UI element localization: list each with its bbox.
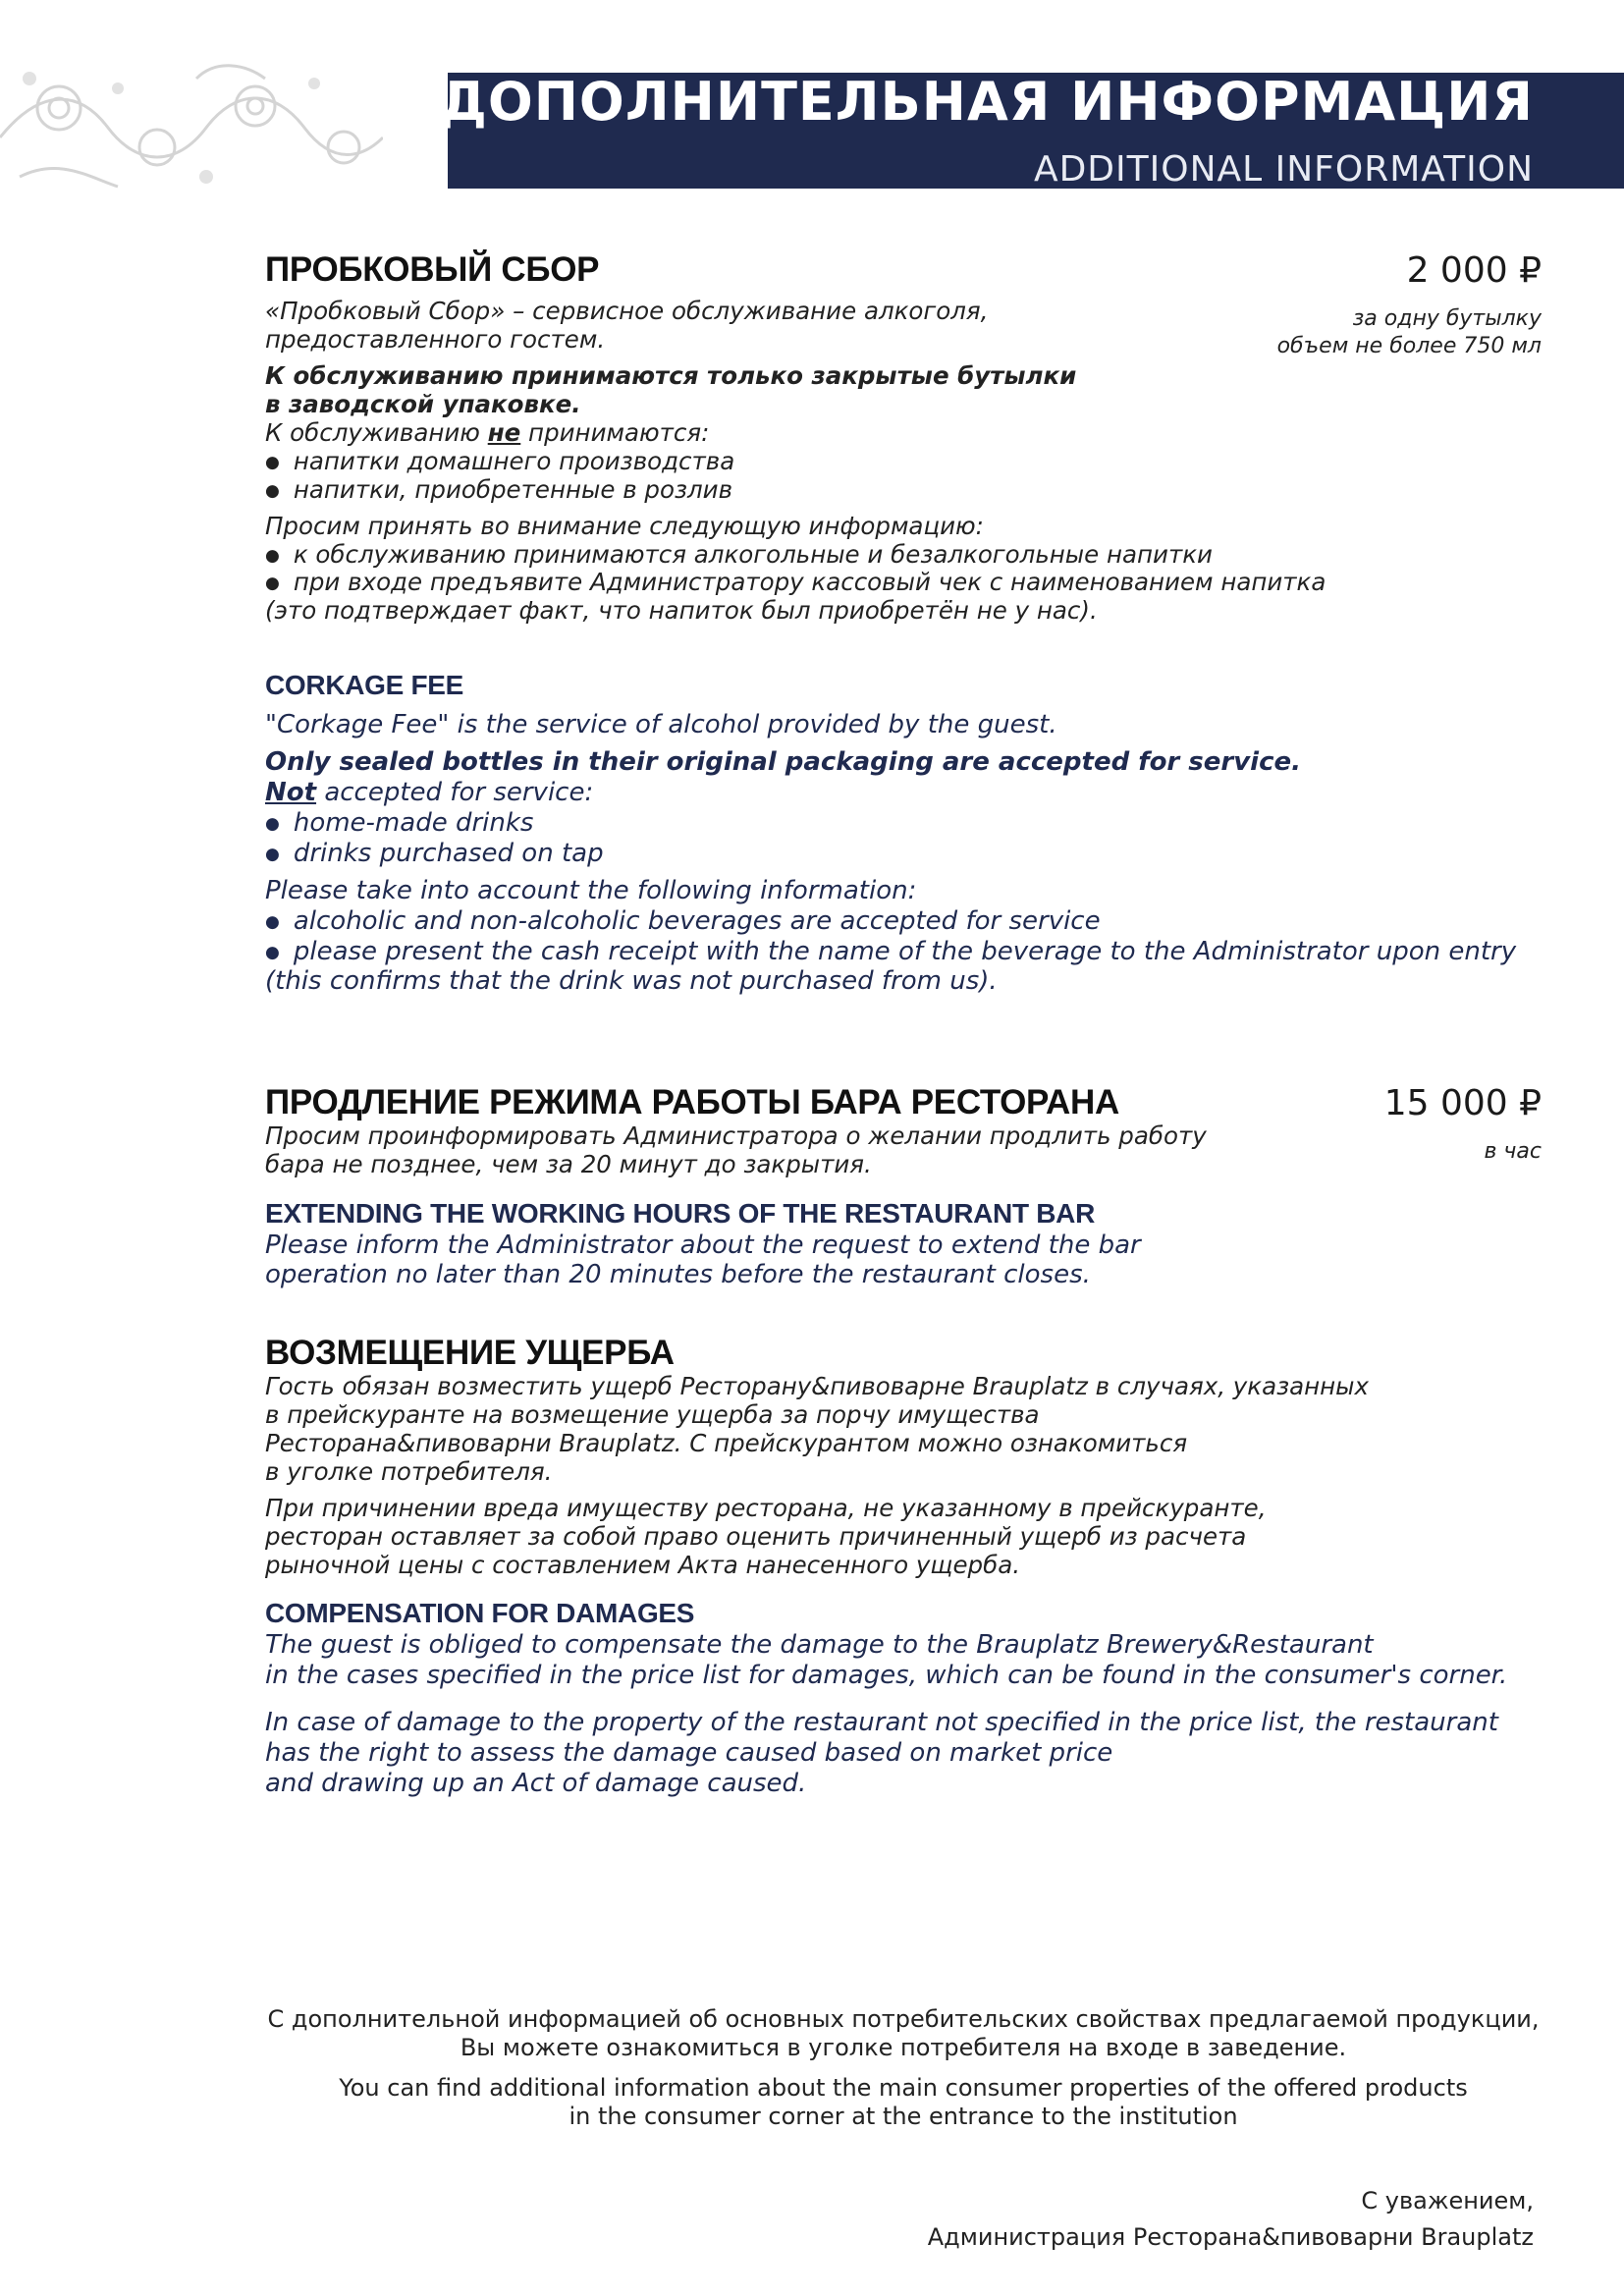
damage-en-p2-1: In case of damage to the property of the restaurant not specified in the price list, the restaurant [265,1708,1498,1738]
damage-ru-p1-4: в уголке потребителя. [265,1456,553,1486]
footer-en-line-1: You can find additional information about the main consumer properties of the offered products [339,2074,1468,2102]
bar-en-title: EXTENDING THE WORKING HOURS OF THE RESTAURANT BAR [265,1197,1096,1229]
bar-en-text-2: operation no later than 20 minutes before the restaurant closes. [265,1260,1091,1290]
corkage-en-section [265,669,1542,997]
bar-en-text-1: Please inform the Administrator about the request to extend the bar [265,1230,1141,1260]
corkage-en-info-list [265,906,1542,966]
list-item: ● напитки домашнего производства [265,448,1542,476]
corkage-ru-section [265,250,1542,626]
footer-en [265,2074,1542,2131]
damage-ru-section [265,1334,1542,1580]
list-item: ● к обслуживанию принимаются алкогольные и безалкогольные напитки [265,541,1542,570]
corkage-ru-info-note: (это подтверждает факт, что напиток был приобретён не у нас). [265,596,1098,626]
footer-ru-line-2: Вы можете ознакомиться в уголке потребителя на входе в заведение. [460,2033,1347,2061]
damage-en-section [265,1597,1542,1798]
list-item: ● напитки, приобретенные в розлив [265,476,1542,505]
corkage-ru-sealed-1: К обслуживанию принимаются только закрытые бутылки [265,361,1077,391]
bar-en-section [265,1197,1542,1290]
header-banner [439,71,1624,190]
damage-en-p2-2: has the right to assess the damage caused based on market price [265,1738,1113,1769]
header-title-ru: ДОПОЛНИТЕЛЬНАЯ ИНФОРМАЦИЯ [439,71,1534,133]
corkage-ru-title: ПРОБКОВЫЙ СБОР [265,250,600,289]
corkage-en-sealed: Only sealed bottles in their original packaging are accepted for service. [265,747,1302,778]
corkage-en-info-intro: Please take into account the following information: [265,876,917,906]
damage-en-p2-3: and drawing up an Act of damage caused. [265,1768,807,1798]
corkage-price: 2 000 ₽ [1406,250,1542,291]
corkage-ru-intro-2: предоставленного гостем. [265,325,606,355]
corkage-price-note-2: объем не более 750 мл [1276,333,1542,358]
footer-ru [265,2005,1542,2062]
corkage-price-note [1277,305,1542,359]
damage-ru-p1-1: Гость обязан возместить ущерб Ресторану&пивоварне Brauplatz в случаях, указанных [265,1372,1370,1401]
corkage-ru-info-intro: Просим принять во внимание следующую информацию: [265,511,984,540]
bar-ru-text-2: бара не позднее, чем за 20 минут до закрытия. [265,1150,872,1179]
signature-line-1: С уважением, [1361,2187,1534,2214]
bar-ru-title: ПРОДЛЕНИЕ РЕЖИМА РАБОТЫ БАРА РЕСТОРАНА [265,1082,1119,1121]
corkage-en-intro: "Corkage Fee" is the service of alcohol provided by the guest. [265,709,1057,739]
corkage-en-info-note: (this confirms that the drink was not purchased from us). [265,966,998,997]
damage-en-p1-1: The guest is obliged to compensate the damage to the Brauplatz Brewery&Restaurant [265,1630,1374,1661]
footer-ru-line-1: С дополнительной информацией об основных потребительских свойствах предлагаемой продукции, [267,2005,1540,2033]
bar-price: 15 000 ₽ [1383,1082,1542,1123]
damage-ru-p2-1: При причинении вреда имуществу ресторана, не указанному в прейскуранте, [265,1493,1267,1522]
footer-en-line-2: in the consumer corner at the entrance to the institution [568,2102,1238,2130]
signature [928,2183,1534,2256]
corkage-ru-not-accepted: К обслуживанию не принимаются: [265,417,710,447]
list-item: ● alcoholic and non-alcoholic beverages are accepted for service [265,906,1542,937]
damage-en-p1-2: in the cases specified in the price list for damages, which can be found in the consumer's corner. [265,1660,1508,1690]
floral-ornament [0,49,383,196]
bar-ru-section [265,1083,1542,1179]
corkage-ru-sealed-2: в заводской упаковке. [265,389,581,418]
corkage-en-title: CORKAGE FEE [265,670,464,701]
list-item: ● home-made drinks [265,808,1542,839]
corkage-price-note-1: за одну бутылку [1352,306,1542,331]
damage-ru-p2-2: ресторан оставляет за собой право оценить причиненный ущерб из расчета [265,1521,1247,1551]
damage-ru-p2-3: рыночной цены с составлением Акта нанесенного ущерба. [265,1550,1021,1579]
corkage-en-not-list [265,808,1542,868]
corkage-en-not-accepted: Not accepted for service: [265,778,594,808]
list-item: ● drinks purchased on tap [265,839,1542,869]
list-item: ● при входе предъявите Администратору кассовый чек с наименованием напитка [265,569,1542,597]
header-title-en: ADDITIONAL INFORMATION [1033,149,1534,190]
damage-ru-title: ВОЗМЕЩЕНИЕ УЩЕРБА [265,1333,675,1372]
corkage-ru-not-list [265,448,1542,505]
damage-ru-p1-2: в прейскуранте на возмещение ущерба за порчу имущества [265,1400,1040,1430]
corkage-ru-info-list [265,541,1542,598]
corkage-ru-intro-1: «Пробковый Сбор» – сервисное обслуживание алкоголя, [265,297,989,326]
bar-ru-text-1: Просим проинформировать Администратора о желании продлить работу [265,1121,1207,1151]
bar-price-note: в час [1484,1138,1542,1164]
damage-en-title: COMPENSATION FOR DAMAGES [265,1598,695,1629]
list-item: ● please present the cash receipt with the name of the beverage to the Administrator upon entry [265,937,1542,967]
main-content [265,250,1542,1798]
signature-line-2: Администрация Ресторана&пивоварни Brauplatz [927,2223,1534,2252]
damage-ru-p1-3: Ресторана&пивоварни Brauplatz. С прейскурантом можно ознакомиться [265,1428,1188,1457]
